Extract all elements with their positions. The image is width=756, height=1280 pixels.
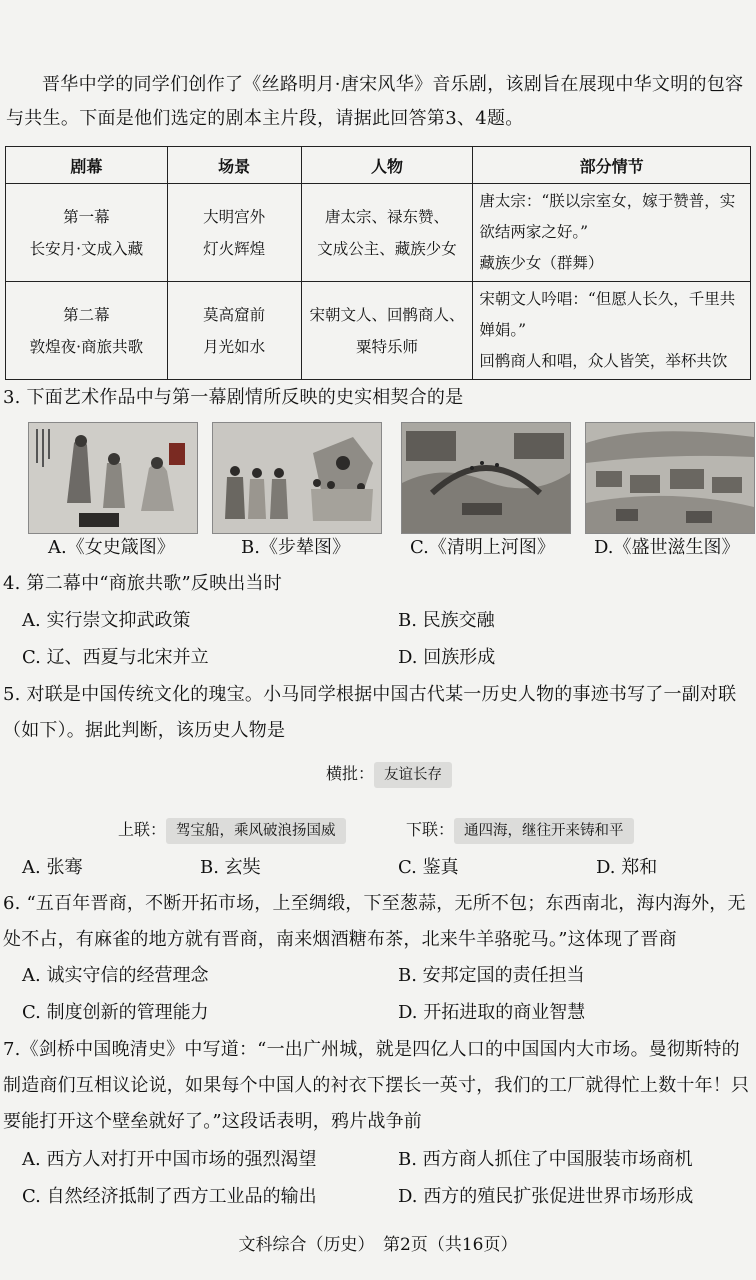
q4-option-a[interactable]: A. 实行崇文抑武政策: [22, 610, 191, 631]
act-title: 敦煌夜·商旅共歌: [29, 337, 144, 356]
painting-shengshi-zisheng-tu: [585, 422, 755, 534]
scene-line: 月光如水: [203, 337, 266, 356]
table-header-row: [6, 147, 751, 184]
q3-option-c[interactable]: C.《清明上河图》: [410, 537, 555, 558]
people-line: 文成公主、藏族少女: [317, 239, 457, 258]
q6-option-b[interactable]: B. 安邦定国的责任担当: [398, 965, 585, 986]
q5-option-c[interactable]: C. 鉴真: [398, 857, 459, 878]
people-line: 唐太宗、禄东赞、: [324, 207, 449, 226]
q7-option-c[interactable]: C. 自然经济抵制了西方工业品的输出: [22, 1186, 317, 1207]
q4-option-d[interactable]: D. 回族形成: [398, 647, 496, 668]
couplet-horizontal-label: 横批：: [326, 764, 375, 783]
act-number: 第一幕: [63, 207, 110, 226]
q5-option-d[interactable]: D. 郑和: [596, 857, 658, 878]
header-plot: 部分情节: [473, 147, 751, 184]
q4-stem: 4. 第二幕中“商旅共歌”反映出当时: [3, 573, 282, 594]
painting-image: [29, 423, 197, 533]
q7-option-b[interactable]: B. 西方商人抓住了中国服装市场商机: [398, 1149, 693, 1170]
plot-cell: [473, 282, 751, 380]
couplet-horizontal: [326, 760, 452, 788]
script-table: [5, 146, 751, 380]
people-line: 宋朝文人、回鹘商人、: [309, 305, 465, 324]
act-cell: [6, 282, 168, 380]
q6-option-a[interactable]: A. 诚实守信的经营理念: [22, 965, 209, 986]
q3-option-b[interactable]: B.《步辇图》: [241, 537, 350, 558]
q5-option-a[interactable]: A. 张骞: [22, 857, 83, 878]
q6-stem: 6. “五百年晋商，不断开拓市场，上至绸缎，下至葱蒜，无所不包；东西南北，海内海外，无处不占，有麻雀的地方就有晋商，南来烟酒糖布茶，北来牛羊骆驼马。”这体现了晋商: [3, 893, 746, 950]
header-act: 剧幕: [6, 147, 168, 184]
painting-image: [586, 423, 754, 533]
scene-cell: [167, 184, 301, 282]
act-cell: [6, 184, 168, 282]
plot-line: 回鹘商人和唱，众人皆笑，举杯共饮: [479, 352, 728, 370]
people-cell: [301, 184, 473, 282]
q6-option-d[interactable]: D. 开拓进取的商业智慧: [398, 1002, 586, 1023]
scene-line: 大明宫外: [203, 207, 266, 226]
q3-stem: 3. 下面艺术作品中与第一幕剧情所反映的史实相契合的是: [3, 387, 464, 408]
couplet-lower: [406, 816, 634, 844]
table-row: [6, 282, 751, 380]
q7-option-a[interactable]: A. 西方人对打开中国市场的强烈渴望: [22, 1149, 317, 1170]
scene-cell: [167, 282, 301, 380]
painting-nvshi-zhentu: [28, 422, 198, 534]
act-title: 长安月·文成入藏: [29, 239, 144, 258]
painting-bunian-tu: [212, 422, 382, 534]
people-line: 粟特乐师: [355, 337, 418, 356]
act-number: 第二幕: [63, 305, 110, 324]
couplet-lower-text: 通四海，继往开来铸和平: [454, 818, 634, 844]
couplet-upper-label: 上联：: [118, 820, 167, 839]
painting-image: [402, 423, 570, 533]
scene-line: 灯火辉煌: [203, 239, 266, 258]
couplet-horizontal-text: 友谊长存: [374, 762, 452, 788]
q6-option-c[interactable]: C. 制度创新的管理能力: [22, 1002, 209, 1023]
q7-stem: 7.《剑桥中国晚清史》中写道：“一出广州城，就是四亿人口的中国国内大市场。曼彻斯特的制造商们互相议论说，如果每个中国人的衬衣下摆长一英寸，我们的工厂就得忙上数十年！只要能打开这个壁垒就好了。”这段话表明，鸦片战争前: [3, 1039, 750, 1132]
intro-paragraph: 晋华中学的同学们创作了《丝路明月·唐宋风华》音乐剧，该剧旨在展现中华文明的包容与共生。下面是他们选定的剧本主片段，请据此回答第3、4题。: [6, 74, 744, 129]
people-cell: [301, 282, 473, 380]
plot-line: 宋朝文人吟唱：“但愿人长久，千里共婵娟。”: [479, 290, 736, 339]
q4-option-c[interactable]: C. 辽、西夏与北宋并立: [22, 647, 209, 668]
scene-line: 莫高窟前: [203, 305, 266, 324]
couplet-upper-text: 驾宝船，乘风破浪扬国威: [166, 818, 346, 844]
table-row: [6, 184, 751, 282]
q5-stem: 5. 对联是中国传统文化的瑰宝。小马同学根据中国古代某一历史人物的事迹书写了一副对联（如下）。据此判断，该历史人物是: [3, 684, 737, 741]
q7-option-d[interactable]: D. 西方的殖民扩张促进世界市场形成: [398, 1186, 694, 1207]
header-scene: 场景: [167, 147, 301, 184]
painting-image: [213, 423, 381, 533]
q4-option-b[interactable]: B. 民族交融: [398, 610, 495, 631]
couplet-upper: [118, 816, 346, 844]
q5-option-b[interactable]: B. 玄奘: [200, 857, 261, 878]
plot-cell: [473, 184, 751, 282]
q3-option-a[interactable]: A.《女史箴图》: [48, 537, 175, 558]
painting-qingming-shanghe-tu: [401, 422, 571, 534]
q3-option-d[interactable]: D.《盛世滋生图》: [594, 537, 740, 558]
plot-line: 唐太宗：“朕以宗室女，嫁于赞普，实欲结两家之好。”: [479, 192, 736, 241]
page-footer: 文科综合（历史） 第2页（共16页）: [238, 1235, 518, 1255]
header-people: 人物: [301, 147, 473, 184]
couplet-lower-label: 下联：: [406, 820, 455, 839]
plot-line: 藏族少女（群舞）: [479, 254, 604, 272]
